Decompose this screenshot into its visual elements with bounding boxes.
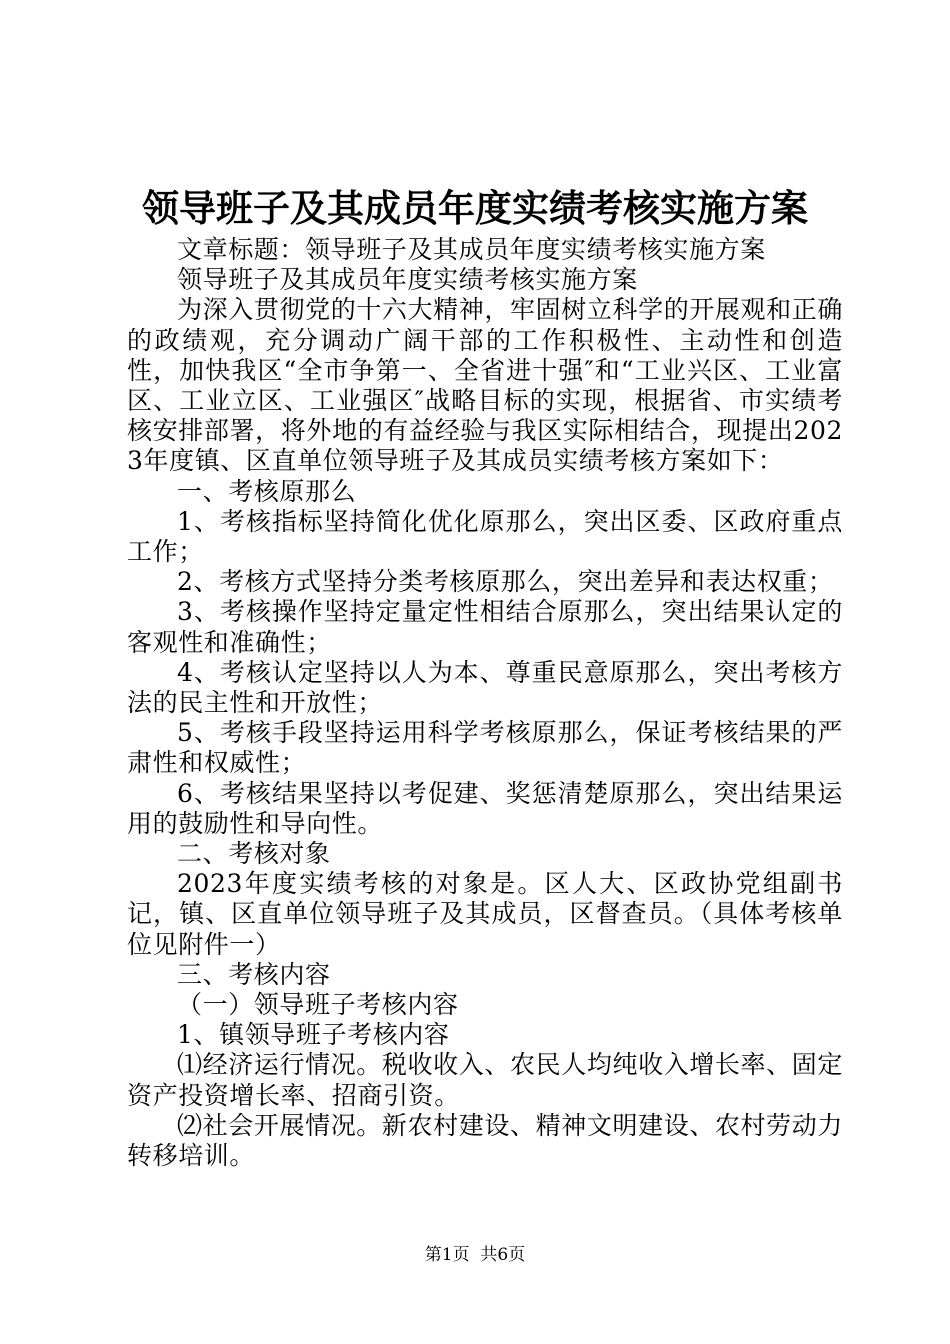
paragraph-principle-5: 5、考核手段坚持运用科学考核原那么，保证考核结果的严肃性和权威性； (127, 718, 843, 778)
paragraph-principle-1: 1、考核指标坚持简化优化原那么，突出区委、区政府重点工作； (127, 506, 843, 567)
paragraph-intro: 为深入贯彻党的十六大精神，牢固树立科学的开展观和正确的政绩观，充分调动广阔干部的工作积极性、主动性和创造性，加快我区“全市争第一、全省进十强″和“工业兴区、工业富区、工业立区、工业强区″战略目标的实现，根据省、市实绩考核安排部署，将外地的有益经验与我区实际相结合，现提出2023年度镇、区直单位领导班子及其成员实绩考核方案如下： (127, 295, 843, 476)
subsection-heading-leadership: （一）领导班子考核内容 (177, 990, 459, 1020)
paragraph-article-title: 文章标题：领导班子及其成员年度实绩考核实施方案 (177, 235, 766, 264)
paragraph-principle-4: 4、考核认定坚持以人为本、尊重民意原那么，突出考核方法的民主性和开放性； (127, 657, 843, 718)
document-title: 领导班子及其成员年度实绩考核实施方案 (142, 186, 808, 230)
page-total: 共6页 (480, 1245, 526, 1265)
document-body (127, 235, 843, 1171)
paragraph-subtitle: 领导班子及其成员年度实绩考核实施方案 (177, 265, 638, 295)
section-heading-targets: 二、考核对象 (177, 839, 331, 869)
paragraph-society: ⑵社会开展情况。新农村建设、精神文明建设、农村劳动力转移培训。 (127, 1110, 843, 1171)
paragraph-principle-6: 6、考核结果坚持以考促建、奖惩清楚原那么，突出结果运用的鼓励性和导向性。 (127, 778, 843, 838)
section-heading-principles: 一、考核原那么 (177, 476, 357, 506)
subsection-heading-town: 1、镇领导班子考核内容 (177, 1020, 450, 1050)
page-footer (0, 1243, 950, 1267)
section-heading-content: 三、考核内容 (177, 959, 331, 989)
paragraph-principle-2: 2、考核方式坚持分类考核原那么，突出差异和表达权重； (177, 567, 834, 597)
paragraph-economy: ⑴经济运行情况。税收收入、农民人均纯收入增长率、固定资产投资增长率、招商引资。 (127, 1050, 843, 1110)
page-number: 第1页 (424, 1245, 470, 1265)
paragraph-principle-3: 3、考核操作坚持定量定性相结合原那么，突出结果认定的客观性和准确性； (127, 597, 843, 657)
paragraph-targets: 2023年度实绩考核的对象是。区人大、区政协党组副书记，镇、区直单位领导班子及其成员，区督查员。（具体考核单位见附件一） (127, 869, 843, 959)
